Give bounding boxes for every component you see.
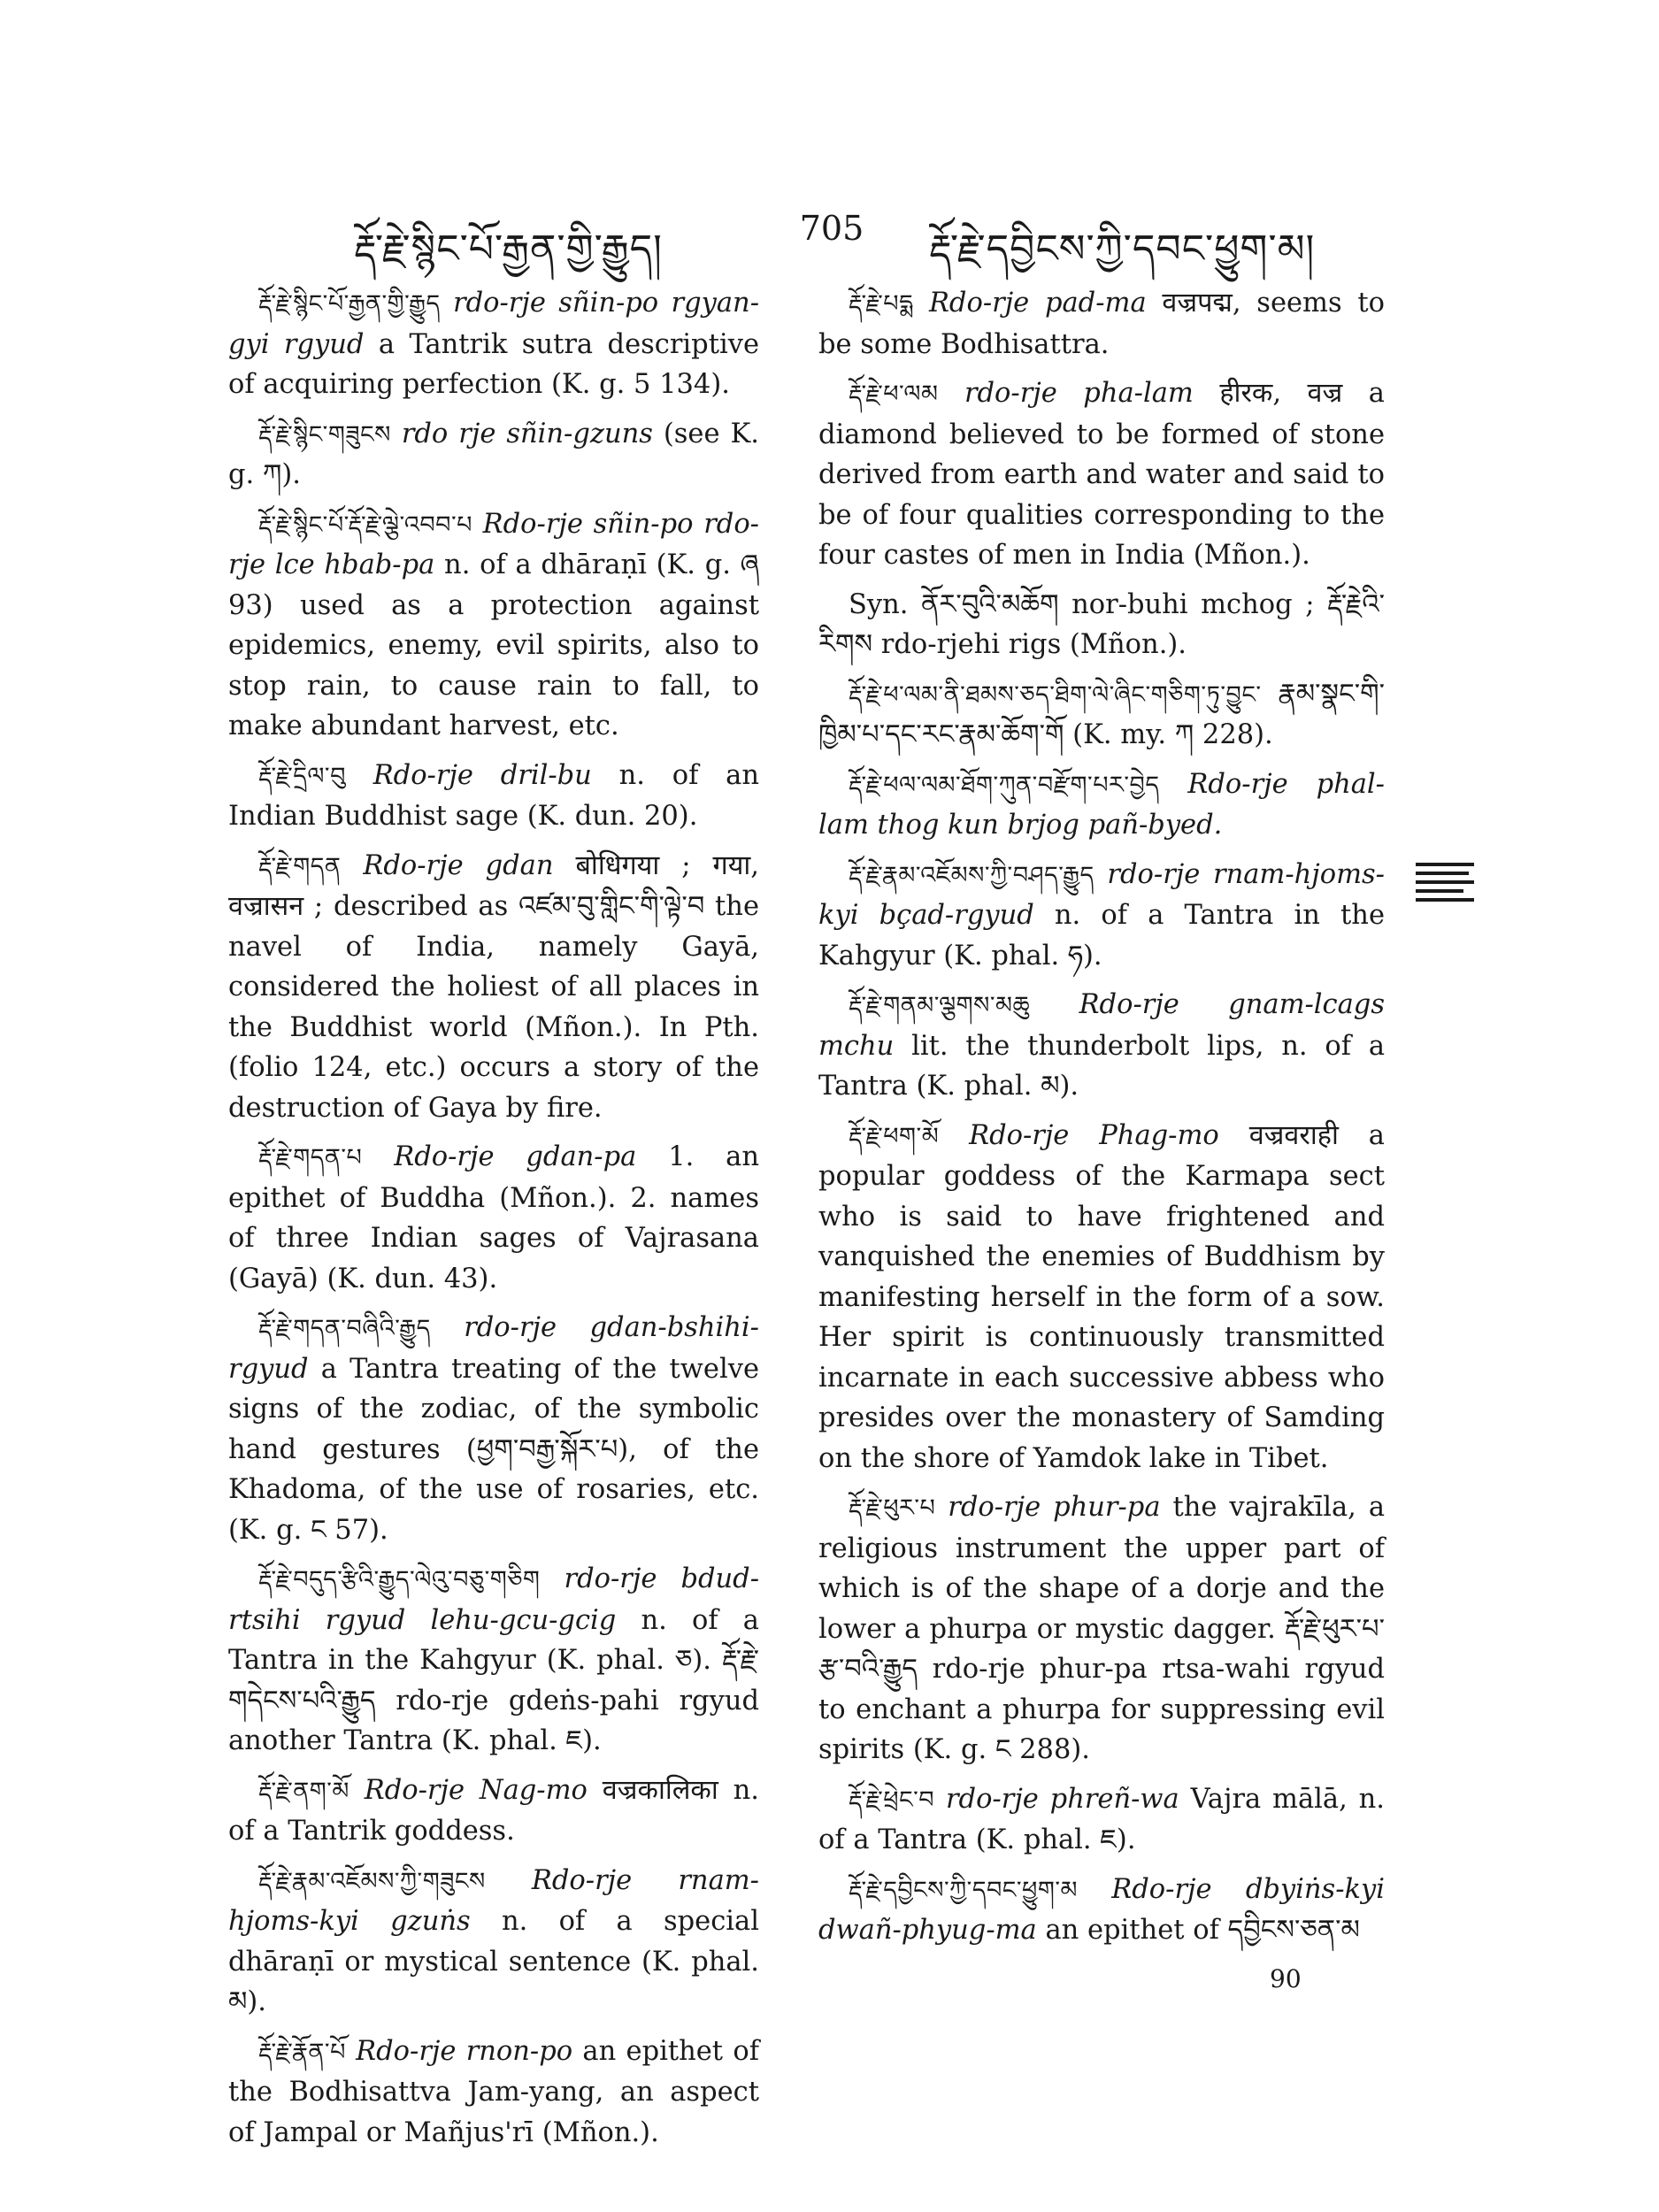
entry-headword-tibetan: རྡོ་རྗེ་སྙིང་པོ་རྒྱན་གྱི་རྒྱུད — [258, 290, 441, 318]
entry-headword-tibetan: རྡོ་རྗེ་དྲིལ་བུ — [258, 762, 346, 790]
signature-mark: 90 — [1270, 1964, 1302, 1993]
dictionary-entry — [228, 1770, 759, 1852]
right-column — [818, 283, 1385, 1960]
entry-transliteration: rdo rje sñin-gzuns — [401, 418, 653, 449]
entry-headword-tibetan: རྡོ་རྗེ་བདུད་རྩིའི་རྒྱུད་ལེའུ་བཅུ་གཅིག — [258, 1566, 541, 1594]
entry-definition: n. of a Tantra in the Kahgyur (K. phal. ཧ). — [818, 900, 1385, 972]
entry-definition: an epithet of དབྱིངས་ཅན་མ — [1045, 1915, 1360, 1946]
entry-transliteration: Rdo-rje rnam-hjoms-kyi gzuṅs — [228, 1864, 759, 1937]
dictionary-entry — [818, 585, 1385, 665]
entry-transliteration: Rdo-rje gnam-lcags mchu — [818, 989, 1385, 1062]
dictionary-entry — [228, 283, 759, 405]
thumb-index-tab — [1416, 863, 1476, 903]
entry-headword-tibetan: རྡོ་རྗེ་གདན་པ — [258, 1144, 363, 1171]
entry-headword-tibetan: རྡོ་རྗེ་ཕྲེང་བ — [849, 1786, 935, 1814]
dictionary-entry — [228, 1308, 759, 1550]
dictionary-entry — [818, 985, 1385, 1107]
entry-transliteration: rdo-rje rnam-hjoms-kyi bçad-rgyud — [818, 858, 1385, 931]
entry-transliteration: Rdo-rje gdan — [363, 849, 554, 881]
dictionary-entry — [818, 373, 1385, 576]
entry-definition: n. of a special dhāraṇī or mystical sentence (K. phal. མ). — [228, 1906, 759, 2017]
entry-headword-tibetan: རྡོ་རྗེ་གདན་བཞིའི་རྒྱུད — [258, 1315, 431, 1342]
entry-transliteration: rdo-rje bdud-rtsihi rgyud lehu-gcu-gcig — [228, 1563, 759, 1636]
dictionary-entry — [818, 1487, 1385, 1770]
entry-transliteration: Rdo-rje Phag-mo — [969, 1119, 1219, 1151]
entry-headword-tibetan: རྡོ་རྗེ་པདྨ — [849, 290, 914, 318]
entry-transliteration: rdo-rje pha-lam — [964, 378, 1194, 409]
dictionary-entry — [228, 2032, 759, 2154]
entry-headword-tibetan: རྡོ་རྗེ་གདན — [258, 852, 342, 880]
dictionary-entry — [818, 283, 1385, 365]
entry-headword-tibetan: རྡོ་རྗེ་རྣམ་འཇོམས་ཀྱི་གཟུངས — [258, 1867, 486, 1895]
entry-definition: हीरक, वज्र a diamond believed to be formed of stone derived from earth and water and said to be of four qualities corresponding to the four castes of men in India (Mñon.). — [818, 378, 1385, 571]
entry-definition: a Tantrik sutra descriptive of acquiring perfection (K. g. 5 134). — [228, 328, 760, 400]
dictionary-entry — [818, 764, 1385, 846]
entry-transliteration: Rdo-rje pad-ma — [928, 288, 1147, 319]
dictionary-entry — [228, 846, 759, 1129]
dictionary-entry — [818, 1870, 1385, 1951]
entry-headword-tibetan: རྡོ་རྗེ་དབྱིངས་ཀྱི་དབང་ཕྱུག་མ — [849, 1876, 1078, 1904]
entry-definition: the vajrakīla, a religious instrument the upper part of which is of the shape of a dorje and the lower a phurpa or mystic dagger. རྡོ་རྗེ་ཕུར་པ་རྩ་བའི་རྒྱུད rdo-rje phur-pa rtsa-wahi rgyud to enchant a phurpa for suppressing evil spirits (K. g. ང 288). — [818, 1492, 1385, 1765]
entry-definition: lit. the thunderbolt lips, n. of a Tantra (K. phal. མ). — [818, 1030, 1386, 1102]
entry-transliteration: Rdo-rje phal-lam thog kun brjog pañ-byed. — [818, 768, 1385, 841]
entry-headword-tibetan: རྡོ་རྗེ་རྣམ་འཇོམས་ཀྱི་བཤད་རྒྱུད — [849, 861, 1094, 889]
entry-transliteration: Rdo-rje Nag-mo — [364, 1774, 588, 1806]
left-column — [228, 283, 759, 2162]
entry-headword-tibetan: རྡོ་རྗེ་རྣོན་པོ — [258, 2038, 346, 2066]
entry-transliteration: Rdo-rje sñin-po rdo-rje lce hbab-pa — [228, 508, 759, 580]
entry-transliteration: rdo-rje gdan-bshihi-rgyud — [228, 1312, 759, 1385]
dictionary-entry — [818, 1116, 1385, 1479]
entry-transliteration: rdo-rje phur-pa — [948, 1492, 1161, 1523]
entry-transliteration: Rdo-rje dril-bu — [373, 759, 592, 791]
dictionary-entry — [818, 1779, 1385, 1861]
entry-definition: (see K. g. ཀ). — [228, 418, 759, 490]
entry-definition: རྣམ་སྣང་གི་ཁྱིམ་པ་དང་རང་རྣམ་ཆོག་གོ (K. my. ཀ 228). — [818, 678, 1385, 750]
entry-definition: n. of a dhāraṇī (K. g. ཞ 93) used as a protection against epidemics, enemy, evil spirits, also to stop rain, to cause rain to fall, to make abundant harvest, etc. — [228, 549, 759, 741]
left-running-head: རྡོ་རྗེ་སྙིང་པོ་རྒྱན་གྱི་རྒྱུད། — [354, 227, 663, 272]
dictionary-entry — [818, 674, 1385, 756]
entry-definition: Syn. ནོར་བུའི་མཆོག nor-buhi mchog ; རྡོ་རྗེའི་རིགས rdo-rjehi rigs (Mñon.). — [818, 588, 1385, 660]
entry-definition: an epithet of the Bodhisattva Jam-yang, an aspect of Jampal or Mañjus'rī (Mñon.). — [228, 2035, 759, 2148]
dictionary-entry — [228, 1137, 759, 1299]
entry-headword-tibetan: རྡོ་རྗེ་ཕལ་ལམ་ཐོག་ཀུན་བརྫོག་པར་བྱེད — [849, 771, 1160, 799]
page-number: 705 — [799, 209, 864, 248]
right-running-head: རྡོ་རྗེ་དབྱིངས་ཀྱི་དབང་ཕྱུག་མ། — [929, 227, 1316, 272]
entry-transliteration: Rdo-rje dbyiṅs-kyi dwañ-phyug-ma — [818, 1873, 1385, 1946]
entry-headword-tibetan: རྡོ་རྗེ་སྙིང་གཟུངས — [258, 420, 391, 449]
running-header — [0, 205, 1659, 272]
entry-definition: बोधिगया ; गया, वज्रासन ; described as འཛམ་བུ་གླིང་གི་ལྟེ་བ the navel of India, namely Gayā, considered the holiest of all places in the Buddhist world (Mñon.). In Pth. (folio 124, etc.) occurs a story of the destruction of Gaya by fire. — [228, 849, 759, 1124]
entry-definition: n. of a Tantra in the Kahgyur (K. phal. ཅ). རྡོ་རྗེ་གདེངས་པའི་རྒྱུད rdo-rje gdeṅs-pahi rgyud another Tantra (K. phal. ཇ). — [228, 1604, 759, 1756]
entry-definition: वज्रकालिका n. of a Tantrik goddess. — [228, 1774, 759, 1847]
entry-headword-tibetan: རྡོ་རྗེ་གནམ་ལྕགས་མཆུ — [849, 992, 1031, 1019]
entry-headword-tibetan: རྡོ་རྗེ་ཕག་མོ — [849, 1122, 940, 1150]
dictionary-entry — [228, 756, 759, 837]
entry-definition: वज्रपद्म, seems to be some Bodhisattra. — [818, 288, 1386, 360]
entry-definition: a Tantra treating of the twelve signs of the zodiac, of the symbolic hand gestures (ཕྱག་བརྒྱ་སྐོར་པ), of the Khadoma, of the use of rosaries, etc. (K. g. ང 57). — [228, 1353, 759, 1546]
entry-headword-tibetan: རྡོ་རྗེ་ཕ་ལམ་ནི་ཐམས་ཅད་ཐིག་ལེ་ཞིང་གཅིག་ཏུ་བྱུང་ — [849, 680, 1262, 709]
entry-headword-tibetan: རྡོ་རྗེ་ཕུར་པ — [849, 1494, 936, 1522]
entry-headword-tibetan: རྡོ་རྗེ་སྙིང་པོ་རྡོ་རྗེ་ལྕེ་འབབ་པ — [258, 511, 472, 539]
entry-transliteration: Rdo-rje rnon-po — [356, 2035, 573, 2067]
dictionary-entry — [228, 1559, 759, 1762]
entry-definition: वज्रवराही a popular goddess of the Karmapa sect who is said to have frightened and vanquished the enemies of Buddhism by manifesting herself in the form of a sow. Her spirit is continuously transmitted incarnate in each successive abbess who presides over the monastery of Samding on the shore of Yamdok lake in Tibet. — [818, 1119, 1385, 1474]
entry-definition: Vajra mālā, n. of a Tantra (K. phal. ཇ). — [818, 1783, 1385, 1855]
entry-definition: 1. an epithet of Buddha (Mñon.). 2. names of three Indian sages of Vajrasana (Gayā) (K. dun. 43). — [228, 1141, 760, 1294]
entry-definition: n. of an Indian Buddhist sage (K. dun. 20). — [228, 759, 760, 832]
entry-transliteration: rdo-rje sñin-po rgyan-gyi rgyud — [228, 288, 759, 360]
dictionary-entry — [228, 504, 759, 747]
entry-headword-tibetan: རྡོ་རྗེ་ནག་མོ — [258, 1777, 349, 1805]
entry-transliteration: Rdo-rje gdan-pa — [394, 1141, 637, 1172]
entry-transliteration: rdo-rje phreñ-wa — [945, 1783, 1179, 1815]
entry-headword-tibetan: རྡོ་རྗེ་ཕ་ལམ — [849, 380, 939, 408]
dictionary-entry — [228, 414, 759, 495]
dictionary-entry — [818, 855, 1385, 977]
dictionary-entry — [228, 1861, 759, 2023]
